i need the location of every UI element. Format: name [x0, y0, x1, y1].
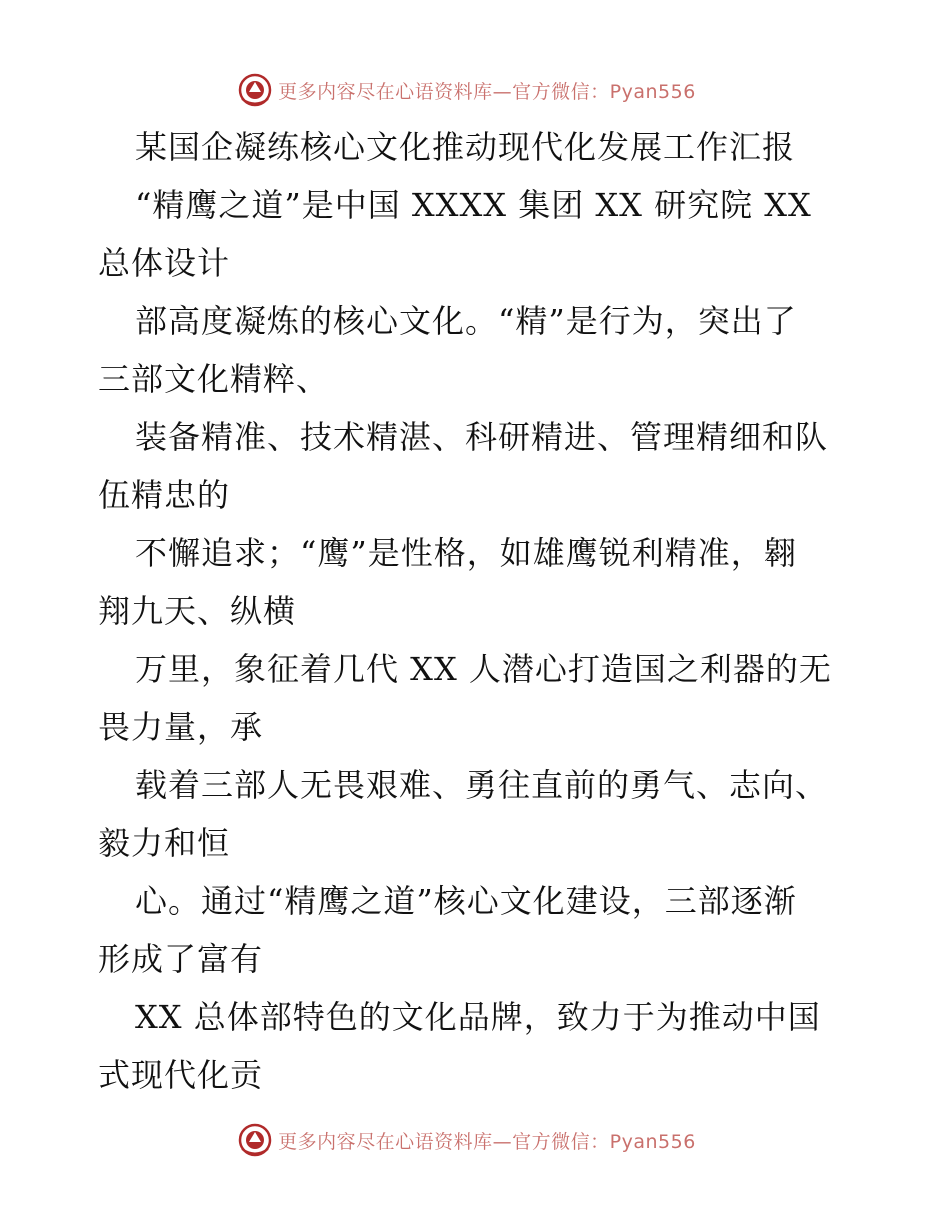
- paragraph-line: 载着三部人无畏艰难、勇往直前的勇气、志向、: [135, 766, 829, 804]
- document-body: [98, 118, 858, 1104]
- watermark-text: 更多内容尽在心语资料库—官方微信：Pyan556: [278, 80, 696, 103]
- paragraph-line: 翔九天、纵横: [98, 592, 297, 630]
- paragraph-line: 式现代化贡: [98, 1056, 264, 1094]
- document-title: 某国企凝练核心文化推动现代化发展工作汇报: [135, 128, 796, 166]
- paragraph-line: XX 总体部特色的文化品牌，致力于为推动中国: [135, 998, 821, 1036]
- footer-watermark: [0, 1120, 950, 1160]
- paragraph-line: 总体设计: [98, 244, 231, 282]
- header-watermark-inner: [238, 73, 696, 107]
- paragraph-line: “精鹰之道”是中国 XXXX 集团 XX 研究院 XX: [135, 186, 812, 224]
- paragraph-line: 形成了富有: [98, 940, 264, 978]
- header-watermark: [0, 70, 950, 110]
- paragraph-line: 万里，象征着几代 XX 人潜心打造国之利器的无: [135, 650, 832, 688]
- seal-logo-icon: [238, 1123, 272, 1157]
- paragraph-line: 三部文化精粹、: [98, 360, 330, 398]
- paragraph-line: 不懈追求；“鹰”是性格，如雄鹰锐利精准，翱: [135, 534, 797, 572]
- paragraph-line: 畏力量，承: [98, 708, 264, 746]
- paragraph-line: 心。通过“精鹰之道”核心文化建设，三部逐渐: [135, 882, 797, 920]
- watermark-text: 更多内容尽在心语资料库—官方微信：Pyan556: [278, 1130, 696, 1153]
- paragraph-line: 毅力和恒: [98, 824, 231, 862]
- seal-logo-icon: [238, 73, 272, 107]
- paragraph-line: 部高度凝炼的核心文化。“精”是行为，突出了: [135, 302, 797, 340]
- paragraph-line: 装备精准、技术精湛、科研精进、管理精细和队: [135, 418, 829, 456]
- paragraph-line: 伍精忠的: [98, 476, 231, 514]
- footer-watermark-inner: [238, 1123, 696, 1157]
